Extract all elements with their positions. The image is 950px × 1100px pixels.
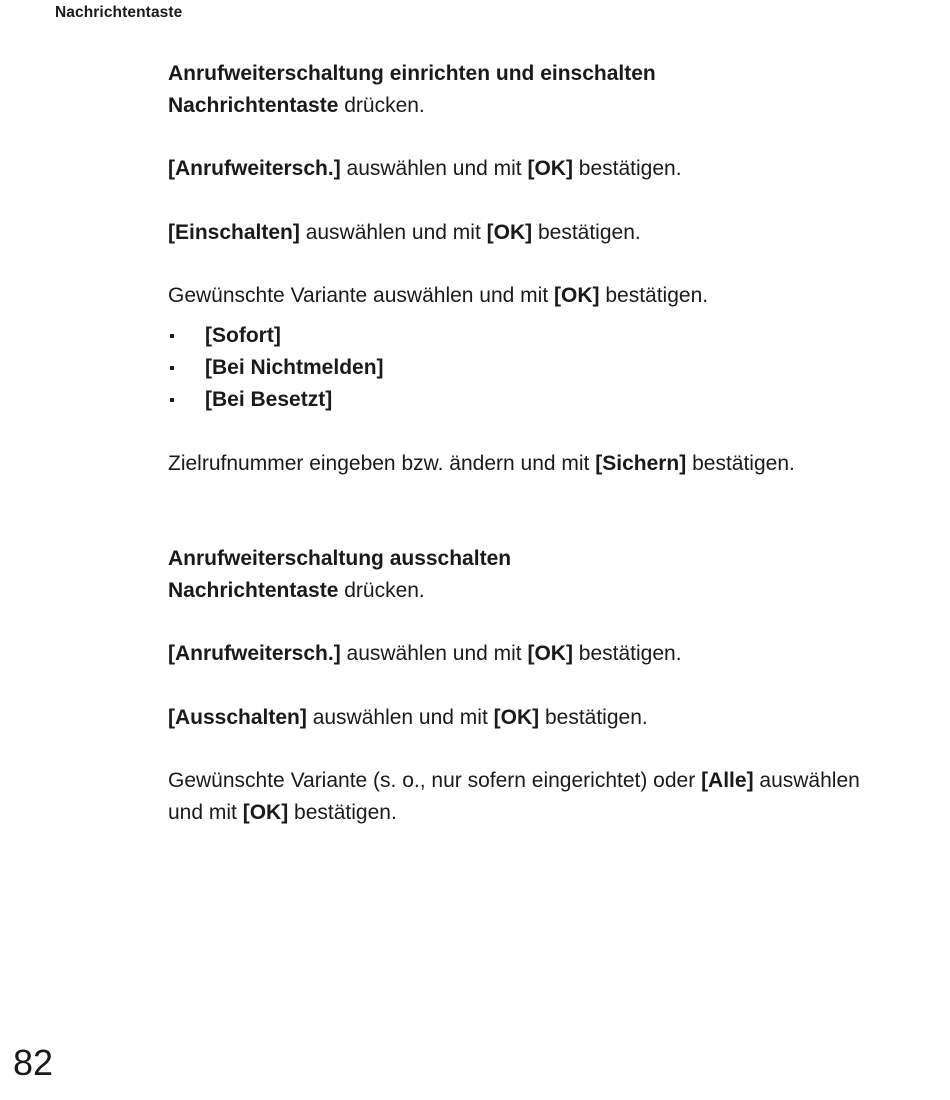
option-label: [Sofort] xyxy=(205,323,281,347)
section-title-disable: Anrufweiterschaltung ausschalten xyxy=(168,547,512,570)
step-text: bestätigen. xyxy=(686,451,795,475)
bullet-icon xyxy=(170,366,174,370)
list-item xyxy=(168,384,898,416)
step-text: auswählen und mit xyxy=(306,705,494,729)
variant-options-list xyxy=(168,320,898,416)
step-text: und mit xyxy=(168,800,243,824)
bullet-icon xyxy=(170,334,174,338)
section-disable xyxy=(168,543,898,828)
menu-item-label: [Ausschalten] xyxy=(168,705,307,729)
step-text: auswählen und mit xyxy=(340,642,528,665)
step-text: bestätigen. xyxy=(288,800,397,824)
page-content xyxy=(168,58,898,860)
step-select-variant xyxy=(168,280,898,312)
step-text: Gewünschte Variante (s. o., nur sofern eingerichtet) oder xyxy=(168,769,702,792)
all-key-label: [Alle] xyxy=(701,769,754,792)
key-label: Nachrichtentaste xyxy=(168,578,339,602)
step-text: auswählen und mit xyxy=(299,220,487,244)
step-text: auswählen und mit xyxy=(340,157,528,180)
step-enter-number xyxy=(168,448,898,480)
option-label: [Bei Besetzt] xyxy=(205,387,333,411)
list-item xyxy=(168,320,898,352)
step-select-forwarding xyxy=(168,153,898,185)
step-press-message-key xyxy=(168,575,898,607)
step-text: Gewünschte Variante auswählen und mit xyxy=(168,284,554,307)
step-text: drücken. xyxy=(338,578,425,602)
step-text: bestätigen. xyxy=(599,284,709,307)
ok-key-label: [OK] xyxy=(527,642,573,665)
menu-item-label: [Einschalten] xyxy=(168,220,300,244)
step-text: bestätigen. xyxy=(532,220,641,244)
option-label: [Bei Nichtmelden] xyxy=(205,355,384,379)
running-header: Nachrichtentaste xyxy=(55,4,183,21)
save-key-label: [Sichern] xyxy=(595,451,687,475)
section-enable xyxy=(168,58,898,479)
step-select-disable xyxy=(168,702,898,734)
step-select-enable xyxy=(168,217,898,249)
step-text: bestätigen. xyxy=(572,642,682,665)
step-text: Zielrufnummer eingeben bzw. ändern und mit xyxy=(168,451,596,475)
step-press-message-key xyxy=(168,90,898,122)
step-text: drücken. xyxy=(338,93,425,117)
step-text: auswählen xyxy=(753,769,860,792)
page-number: 82 xyxy=(13,1042,54,1083)
ok-key-label: [OK] xyxy=(527,157,573,180)
ok-key-label: [OK] xyxy=(486,220,533,244)
section-spacer xyxy=(168,511,898,543)
list-item xyxy=(168,352,898,384)
menu-item-label: [Anrufweitersch.] xyxy=(168,642,341,665)
section-title-enable: Anrufweiterschaltung einrichten und einschalten xyxy=(168,62,656,85)
bullet-icon xyxy=(170,398,174,402)
step-text: bestätigen. xyxy=(539,705,648,729)
key-label: Nachrichtentaste xyxy=(168,93,339,117)
step-select-forwarding xyxy=(168,638,898,670)
step-select-variant-or-all xyxy=(168,765,898,828)
ok-key-label: [OK] xyxy=(242,800,289,824)
step-text: bestätigen. xyxy=(572,157,682,180)
ok-key-label: [OK] xyxy=(493,705,540,729)
ok-key-label: [OK] xyxy=(554,284,600,307)
menu-item-label: [Anrufweitersch.] xyxy=(168,157,341,180)
